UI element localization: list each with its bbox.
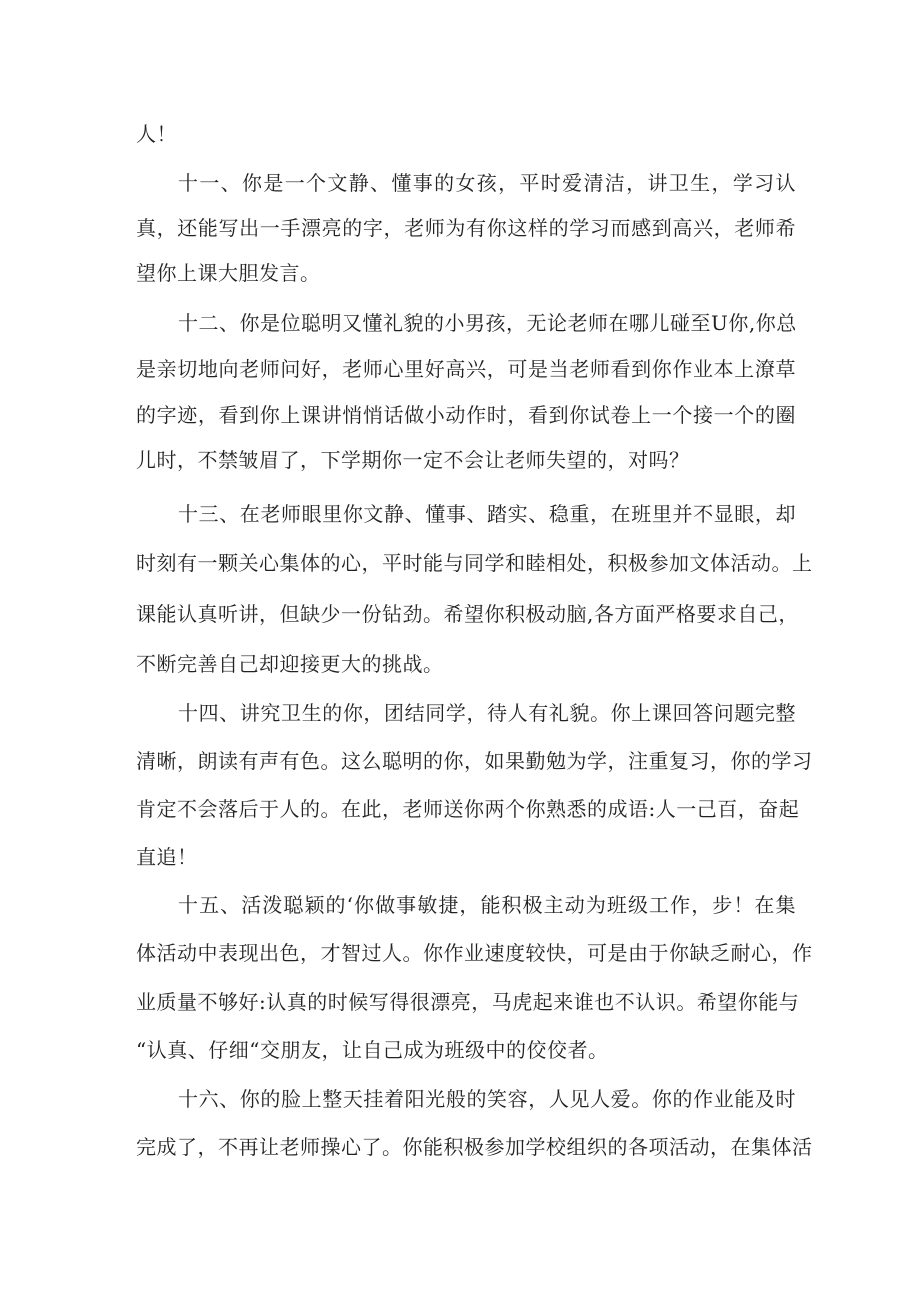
text-line: 人！ [136, 122, 177, 146]
text-line: 时刻有一颗关心集体的心，平时能与同学和睦相处，积极参加文体活动。上 [136, 551, 813, 575]
text-line: 不断完善自己却迎接更大的挑战。 [136, 652, 444, 676]
text-line: 业质量不够好:认真的时候写得很漂亮，马虎起来谁也不认识。希望你能与 [136, 990, 800, 1014]
text-line: 完成了，不再让老师操心了。你能积极参加学校组织的各项活动，在集体活 [136, 1135, 813, 1159]
text-line: 是亲切地向老师问好，老师心里好高兴，可是当老师看到你作业本上潦草 [136, 357, 796, 381]
text-line: 肯定不会落后于人的。在此，老师送你两个你熟悉的成语:人一己百，奋起 [136, 797, 800, 821]
text-line: 清晰，朗读有声有色。这么聪明的你，如果勤勉为学，注重复习，你的学习 [136, 749, 813, 773]
text-line: 的字迹，看到你上课讲悄悄话做小动作时，看到你试卷上一个接一个的圈 [136, 403, 796, 427]
text-line: 十三、在老师眼里你文静、懂事、踏实、稳重，在班里并不显眼，却 [178, 502, 796, 526]
text-line: 十四、讲究卫生的你，团结同学，待人有礼貌。你上课回答问题完整 [178, 701, 796, 725]
text-line: 十六、你的脸上整天挂着阳光般的笑容，人见人爱。你的作业能及时 [178, 1087, 796, 1111]
text-line: 十一、你是一个文静、懂事的女孩，平时爱清洁，讲卫生，学习认 [178, 171, 796, 195]
text-line: 真，还能写出一手漂亮的字，老师为有你这样的学习而感到高兴，老师希 [136, 216, 796, 240]
text-line: 直追！ [136, 845, 198, 869]
text-line: 十五、活泼聪颖的‘你做事敏捷，能积极主动为班级工作，步！在集 [178, 893, 796, 917]
text-line: 儿时，不禁皱眉了，下学期你一定不会让老师失望的，对吗？ [136, 448, 690, 472]
text-line: 课能认真听讲，但缺少一份钻劲。希望你积极动脑,各方面严格要求自己， [136, 602, 799, 626]
text-line: 体活动中表现出色，才智过人。你作业速度较快，可是由于你缺乏耐心，作 [136, 941, 813, 965]
text-line: 十二、你是位聪明又懂礼貌的小男孩，无论老师在哪儿碰至U你,你总 [178, 311, 797, 335]
text-line: “认真、仔细“交朋友，让自己成为班级中的佼佼者。 [136, 1038, 609, 1062]
text-line: 望你上课大胆发言。 [136, 261, 321, 285]
